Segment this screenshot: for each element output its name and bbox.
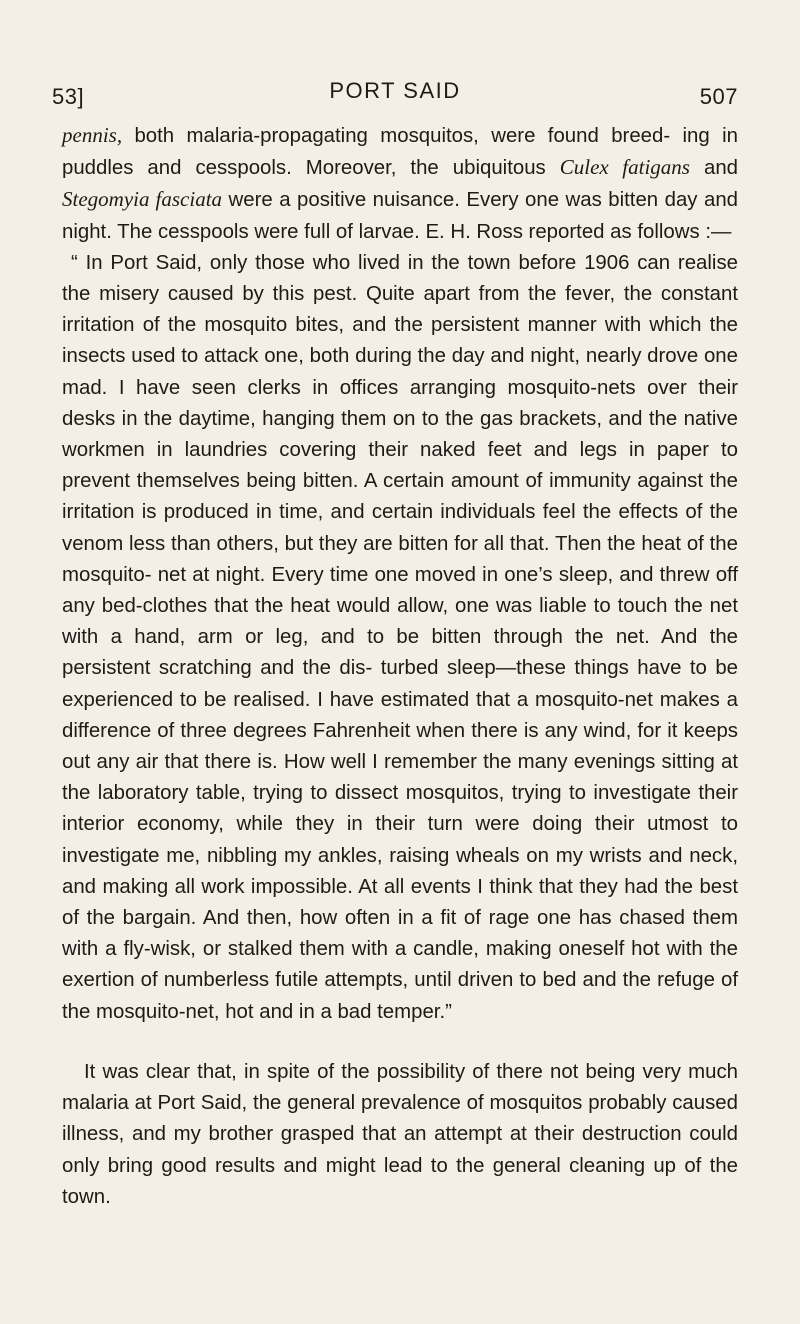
paragraph-text: both malaria-propagating mosquitos, were found breed- ing in puddles and cesspools. Moreover, the ubiquitous (62, 125, 738, 180)
quoted-paragraph: “ In Port Said, only those who lived in the town before 1906 can realise the misery caused by this pest. Quite apart from the fever, the constant irritation of the mosquito bites, and the persistent manner with which the insects used to attack one, both during the day and night, nearly drove one mad. I have seen clerks in offices arranging mosquito-nets over their desks in the daytime, hanging them on to the gas brackets, and the native workmen in laundries covering their naked feet and legs in paper to prevent themselves being bitten. A certain amount of immunity against the irritation is produced in time, and certain individuals feel the effects of the venom less than others, but they are bitten for all that. Then the heat of the mosquito- net at night. Every time one moved in one’s sleep, and threw off any bed-clothes that the heat would allow, one was liable to touch the net with a hand, arm or leg, and to be bitten through the net. And the persistent scratching and the dis- turbed sleep—these things have to be experienced to be realised. I have estimated that a mosquito-net makes a difference of three degrees Fahrenheit when there is any wind, for it keeps out any air that there is. How well I remember the many evenings sitting at the laboratory table, trying to dissect mosquitos, trying to investigate their interior economy, while they in their turn were doing their utmost to investigate me, nibbling my ankles, raising wheals on my wrists and neck, and making all work impossible. At all events I think that they had the best of the bargain. And then, how often in a fit of rage one has chased them with a fly-wisk, or stalked them with a candle, making oneself hot with the exertion of numberless futile attempts, until driven to bed and the refuge of the mosquito-net, hot and in a bad temper.” (62, 251, 738, 1023)
section-number: 53] (52, 84, 85, 109)
italic-species-name: Culex fatigans (559, 155, 690, 180)
page-body (62, 120, 738, 1213)
italic-species-name: Stegomyia fasciata (62, 187, 223, 212)
paragraph-text: and (689, 157, 739, 180)
paragraph-text: were a positive nuisance. Every one was bitten day and night. The cesspools were full of larvae. E. H. Ross reported as follows :— (62, 189, 738, 243)
italic-term: pennis, (62, 123, 123, 147)
page-number: 507 (699, 84, 738, 109)
paragraph-continued (62, 120, 738, 248)
running-header (52, 78, 738, 112)
running-title: PORT SAID (329, 78, 461, 103)
paragraph: It was clear that, in spite of the possibility of there not being very much malaria at Port Said, the general prevalence of mosquitos probably caused illness, and my brother grasped that an attempt at their destruction could only bring good results and might lead to the general cleaning up of the town. (62, 1060, 738, 1208)
